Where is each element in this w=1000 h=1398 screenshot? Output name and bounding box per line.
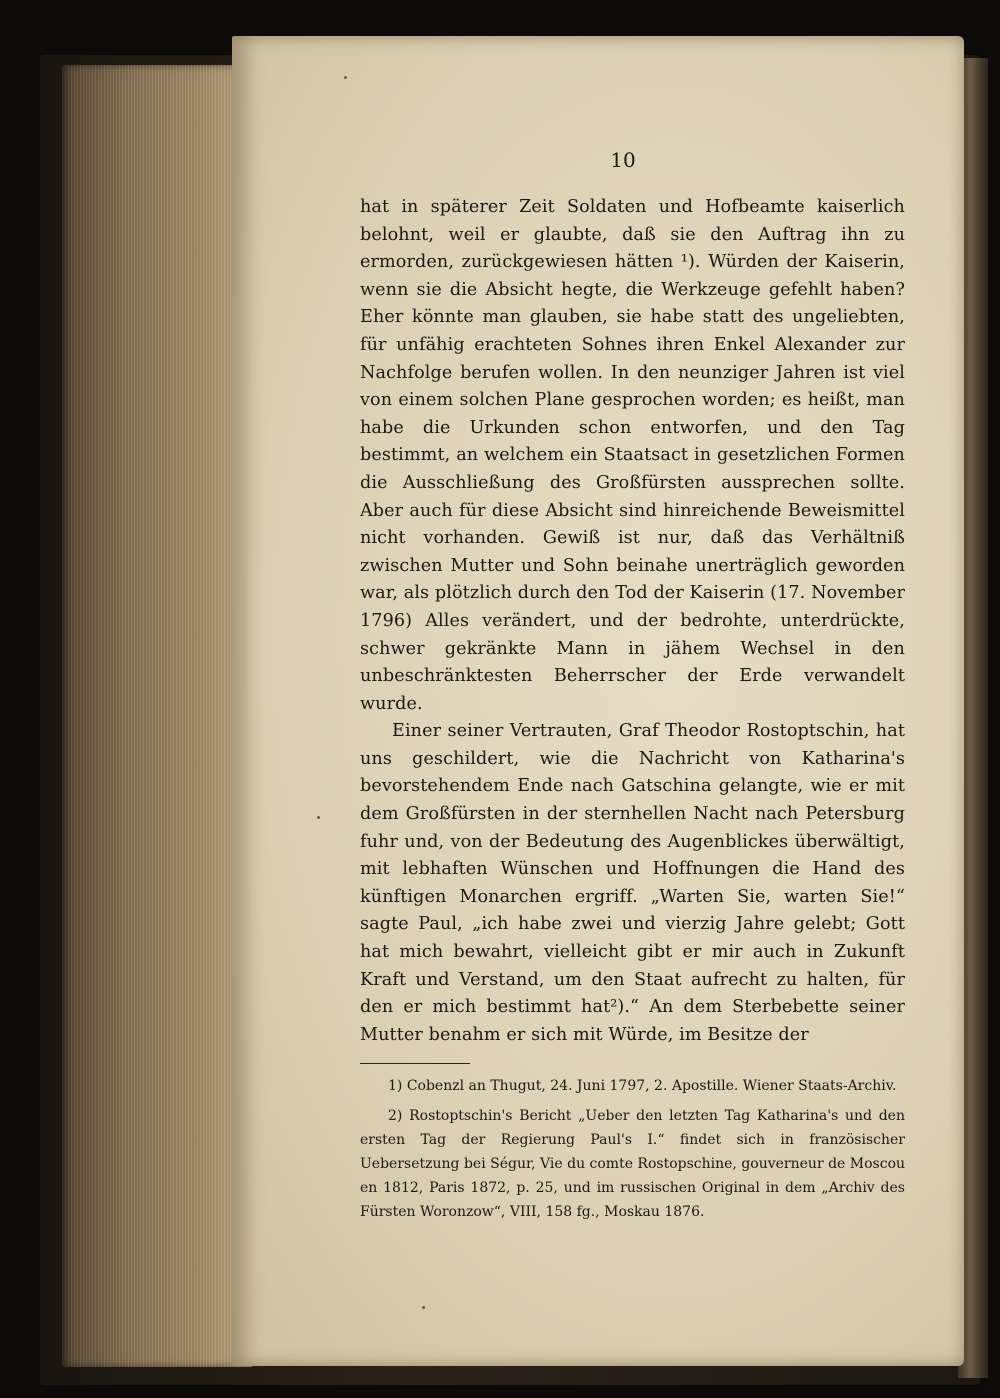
footnote-2: 2) Rostoptschin's Bericht „Ueber den letzten Tag Katharina's und den ersten Tag der Regierung Paul's I.“ findet sich in französischer Uebersetzung bei Ségur, Vie du comte Rostopschine, gouverneur de Moscou en 1812, Paris 1872, p. 25, und im russischen Original in dem „Archiv des Fürsten Woronzow“, VIII, 158 fg., Moskau 1876.: [360, 1108, 906, 1221]
paper-speck: [317, 816, 320, 819]
page-edges: [62, 65, 252, 1367]
paragraph-2: Einer seiner Vertrauten, Graf Theodor Rostoptschin, hat uns geschildert, wie die Nachricht von Katharina's bevorstehendem Ende nach Gatschina gelangte, wie er mit dem Großfürsten in der sternhellen Nacht nach Petersburg fuhr und, von der Bedeutung des Augenblickes überwältigt, mit lebhaften Wünschen und Hoffnungen die Hand des künftigen Monarchen ergriff. „Warten Sie, warten Sie!“ sagte Paul, „ich habe zwei und vierzig Jahre gelebt; Gott hat mich bewahrt, vielleicht gibt er mir auch in Zukunft Kraft und Verstand, um den Staat aufrecht zu halten, für den er mich bestimmt hat²).“ An dem Sterbebette seiner Mutter benahm er sich mit Würde, im Besitze der: [360, 721, 905, 1045]
paper-speck: [422, 1306, 425, 1309]
footnote-separator: [360, 1063, 470, 1064]
paragraph-1: hat in späterer Zeit Soldaten und Hofbeamte kaiserlich belohnt, weil er glaubte, daß sie den Auftrag ihn zu ermorden, zurückgewiesen hätten ¹). Würden der Kaiserin, wenn sie die Absicht hegte, die Werkzeuge gefehlt haben? Eher könnte man glauben, sie habe statt des ungeliebten, für unfähig erachteten Sohnes ihren Enkel Alexander zur Nachfolge berufen wollen. In den neunziger Jahren ist viel von einem solchen Plane gesprochen worden; es heißt, man habe die Urkunden schon entworfen, und den Tag bestimmt, an welchem ein Staatsact in gesetzlichen Formen die Ausschließung des Großfürsten aussprechen sollte. Aber auch für diese Absicht sind hinreichende Beweismittel nicht vorhanden. Gewiß ist nur, daß das Verhältniß zwischen Mutter und Sohn beinahe unerträglich geworden war, als plötzlich durch den Tod der Kaiserin (17. November 1796) Alles verändert, und der bedrohte, unterdrückte, schwer gekränkte Mann in jähem Wechsel in den unbeschränktesten Beherrscher der Erde verwandelt wurde.: [360, 197, 905, 714]
body-text: [360, 148, 905, 1224]
footnote-1: 1) Cobenzl an Thugut, 24. Juni 1797, 2. Apostille. Wiener Staats-Archiv.: [388, 1078, 897, 1095]
page-number: 10: [610, 148, 636, 172]
book-page: [232, 36, 964, 1366]
paper-speck: [344, 76, 347, 79]
